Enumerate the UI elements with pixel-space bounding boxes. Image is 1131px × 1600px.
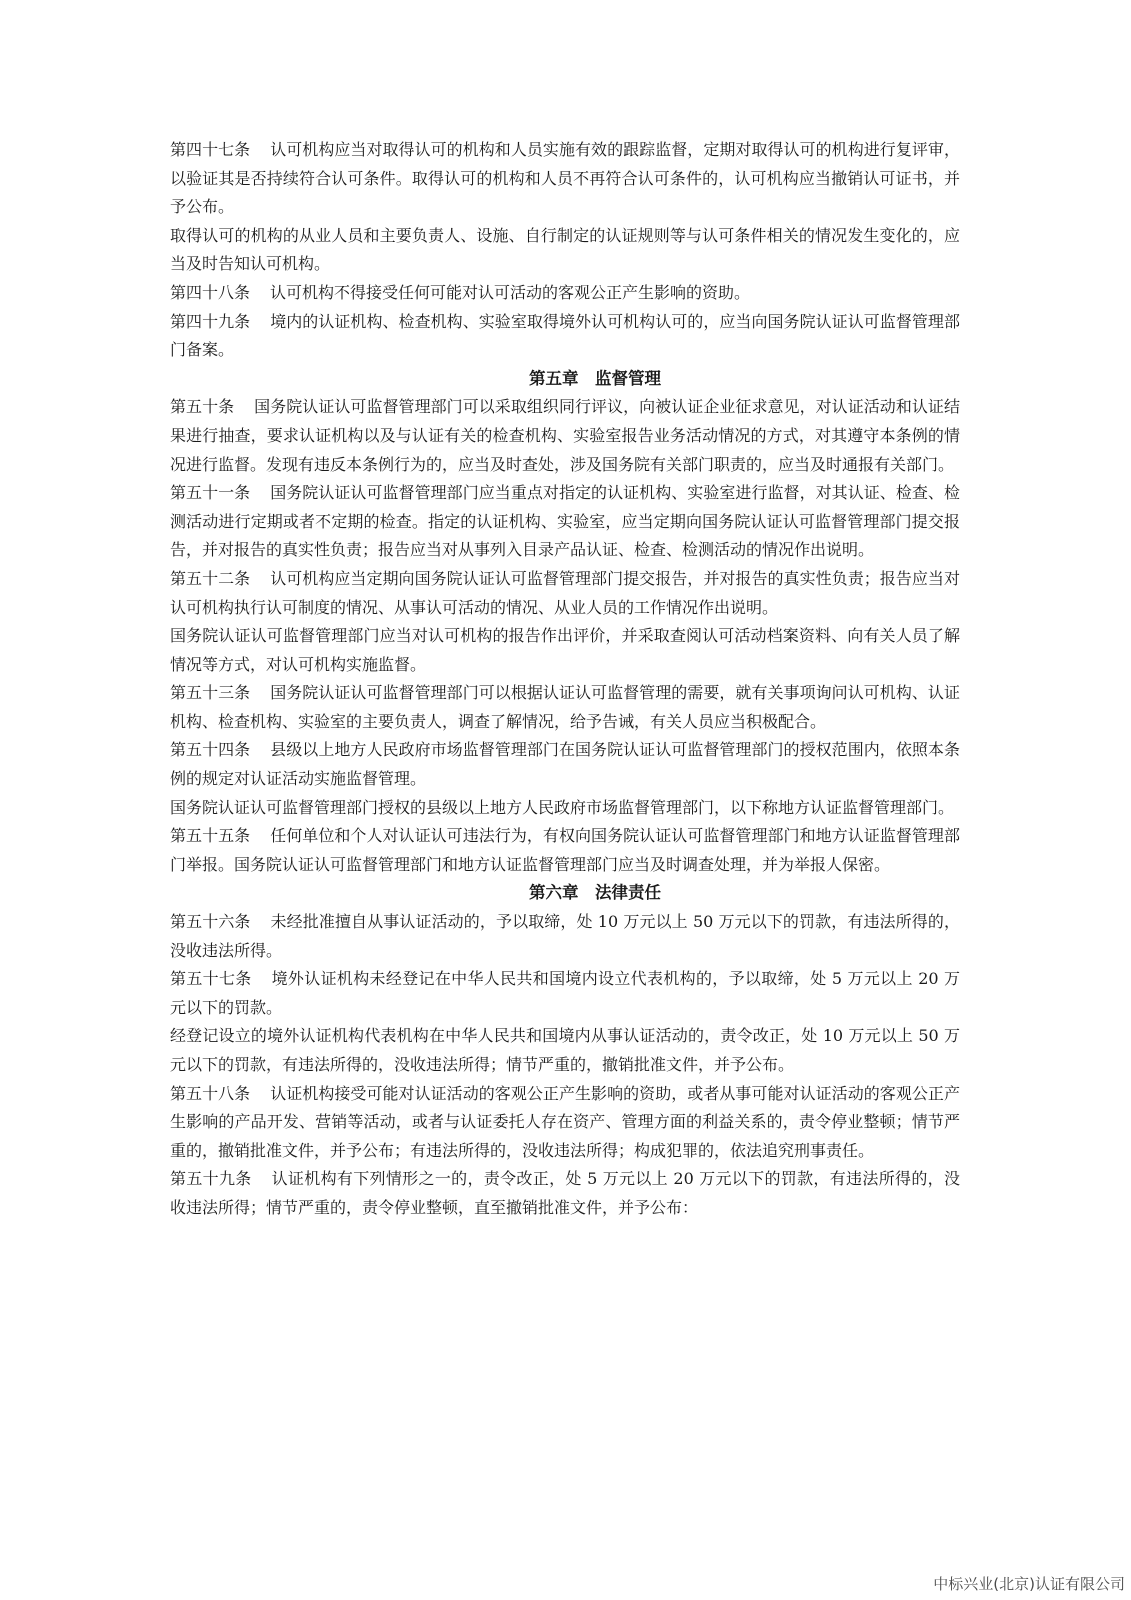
article-paragraph [170, 1080, 960, 1166]
chapter-heading: 第六章 法律责任 [529, 883, 661, 903]
article-number: 第五十四条 [170, 740, 251, 760]
document-body [170, 136, 960, 1223]
article-number: 第五十六条 [170, 912, 251, 932]
article-text: 经登记设立的境外认证机构代表机构在中华人民共和国境内从事认证活动的，责令改正，处 10 万元以上 50 万元以下的罚款，有违法所得的，没收违法所得；情节严重的，撤销批准文件，并予公布。 [170, 1026, 960, 1074]
article-paragraph [170, 1022, 960, 1079]
article-number: 第四十九条 [170, 311, 251, 331]
article-text: 境内的认证机构、检查机构、实验室取得境外认可机构认可的，应当向国务院认证认可监督管理部门备案。 [170, 311, 960, 360]
article-number: 第五十条 [170, 397, 235, 417]
article-text: 认证机构有下列情形之一的，责令改正，处 5 万元以上 20 万元以下的罚款，有违法所得的，没收违法所得；情节严重的，责令停业整顿，直至撤销批准文件，并予公布： [170, 1169, 960, 1217]
article-number: 第五十七条 [170, 969, 252, 989]
article-text: 认证机构接受可能对认证活动的客观公正产生影响的资助，或者从事可能对认证活动的客观公正产生影响的产品开发、营销等活动，或者与认证委托人存在资产、管理方面的利益关系的，责令停业整顿；情节严重的，撤销批准文件，并予公布；有违法所得的，没收违法所得；构成犯罪的，依法追究刑事责任。 [170, 1083, 960, 1160]
company-footer: 中标兴业(北京)认证有限公司 [933, 1575, 1125, 1593]
article-text: 未经批准擅自从事认证活动的，予以取缔，处 10 万元以上 50 万元以下的罚款，有违法所得的，没收违法所得。 [170, 912, 960, 960]
article-paragraph [170, 565, 960, 622]
article-paragraph [170, 794, 960, 823]
article-text: 任何单位和个人对认证认可违法行为，有权向国务院认证认可监督管理部门和地方认证监督管理部门举报。国务院认证认可监督管理部门和地方认证监督管理部门应当及时调查处理，并为举报人保密。 [170, 826, 960, 874]
article-number: 第四十八条 [170, 282, 251, 302]
article-paragraph [170, 622, 960, 679]
article-number: 第五十九条 [170, 1169, 252, 1189]
article-text: 国务院认证认可监督管理部门应当对认可机构的报告作出评价，并采取查阅认可活动档案资料、向有关人员了解情况等方式，对认可机构实施监督。 [170, 626, 960, 674]
article-text: 取得认可的机构的从业人员和主要负责人、设施、自行制定的认证规则等与认可条件相关的情况发生变化的，应当及时告知认可机构。 [170, 225, 960, 274]
article-text: 国务院认证认可监督管理部门可以根据认证认可监督管理的需要，就有关事项询问认可机构、认证机构、检查机构、实验室的主要负责人，调查了解情况，给予告诫，有关人员应当积极配合。 [170, 683, 960, 731]
chapter-heading: 第五章 监督管理 [529, 368, 661, 388]
article-paragraph [170, 736, 960, 793]
article-text: 国务院认证认可监督管理部门可以采取组织同行评议，向被认证企业征求意见，对认证活动和认证结果进行抽查，要求认证机构以及与认证有关的检查机构、实验室报告业务活动情况的方式，对其遵守本条例的情况进行监督。发现有违反本条例行为的，应当及时查处，涉及国务院有关部门职责的，应当及时通报有关部门。 [170, 397, 960, 474]
article-text: 境外认证机构未经登记在中华人民共和国境内设立代表机构的，予以取缔，处 5 万元以上 20 万元以下的罚款。 [170, 969, 960, 1017]
article-text: 认可机构应当对取得认可的机构和人员实施有效的跟踪监督，定期对取得认可的机构进行复评审，以验证其是否持续符合认可条件。取得认可的机构和人员不再符合认可条件的，认可机构应当撤销认可证书，并予公布。 [170, 140, 960, 217]
article-number: 第五十三条 [170, 683, 251, 703]
article-paragraph [170, 479, 960, 565]
article-paragraph [170, 965, 960, 1022]
article-paragraph [170, 679, 960, 736]
article-text: 认可机构应当定期向国务院认证认可监督管理部门提交报告，并对报告的真实性负责；报告应当对认可机构执行认可制度的情况、从事认可活动的情况、从业人员的工作情况作出说明。 [170, 568, 960, 617]
article-text: 国务院认证认可监督管理部门授权的县级以上地方人民政府市场监督管理部门，以下称地方认证监督管理部门。 [170, 797, 955, 817]
article-text: 国务院认证认可监督管理部门应当重点对指定的认证机构、实验室进行监督，对其认证、检查、检测活动进行定期或者不定期的检查。指定的认证机构、实验室，应当定期向国务院认证认可监督管理部门提交报告，并对报告的真实性负责；报告应当对从事列入目录产品认证、检查、检测活动的情况作出说明。 [170, 483, 960, 560]
article-number: 第五十五条 [170, 826, 251, 846]
article-number: 第五十一条 [170, 483, 251, 503]
article-paragraph [170, 222, 960, 279]
article-text: 县级以上地方人民政府市场监督管理部门在国务院认证认可监督管理部门的授权范围内，依照本条例的规定对认证活动实施监督管理。 [170, 740, 960, 789]
article-number: 第五十二条 [170, 568, 251, 588]
article-number: 第四十七条 [170, 140, 251, 159]
article-paragraph [170, 393, 960, 479]
article-paragraph [170, 308, 960, 365]
article-number: 第五十八条 [170, 1083, 251, 1103]
article-paragraph [170, 136, 960, 222]
article-text: 认可机构不得接受任何可能对认可活动的客观公正产生影响的资助。 [270, 282, 751, 302]
article-paragraph [170, 822, 960, 879]
article-paragraph [170, 1165, 960, 1222]
article-paragraph [170, 279, 960, 308]
article-paragraph [170, 908, 960, 965]
